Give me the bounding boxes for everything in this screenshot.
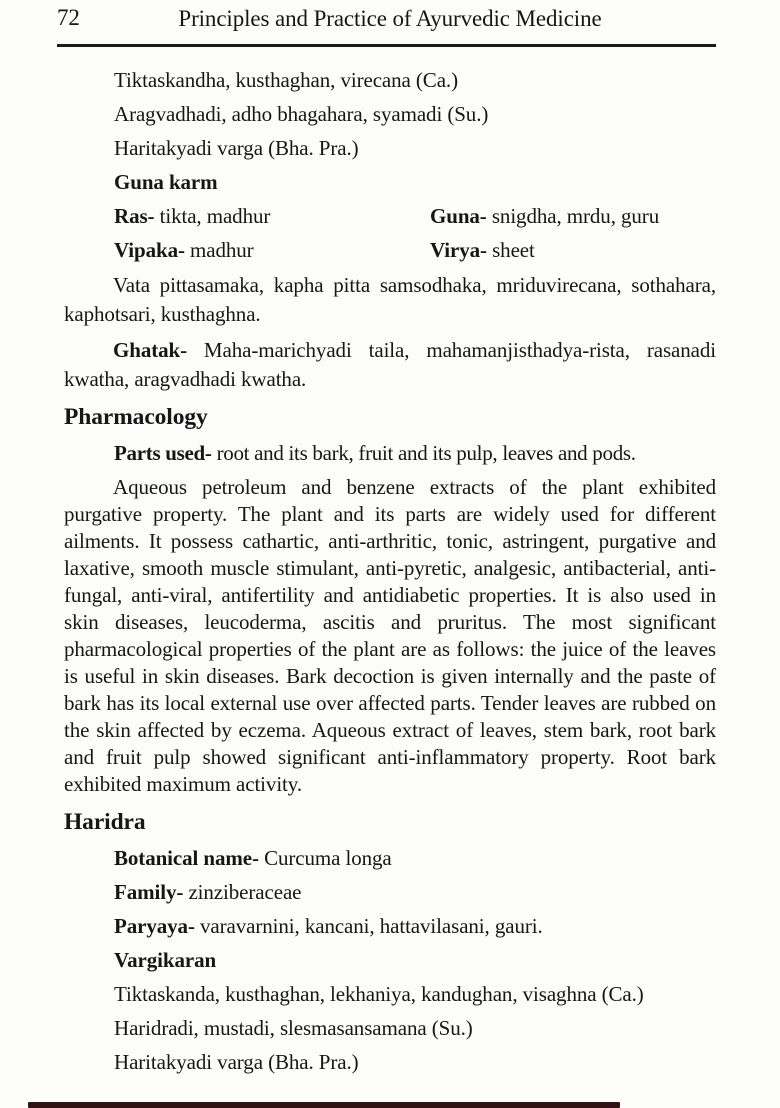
scan-edge-artifact (28, 1102, 620, 1108)
ras-property (64, 203, 430, 230)
properties-row-1 (64, 203, 716, 230)
paryaya-label: Paryaya- (114, 914, 195, 938)
guna-property (430, 203, 716, 230)
vargikaran-heading: Vargikaran (114, 948, 217, 972)
pharmacology-heading: Pharmacology (64, 404, 208, 430)
action-paragraph: Vata pittasamaka, kapha pitta samsodhaka, mriduvirecana, sothahara, kaphotsari, kusthaghna. (64, 273, 716, 326)
pharmacology-paragraph: Aqueous petroleum and benzene extracts of the plant exhibited purgative property. The plant and its parts are widely used for different ailments. It possess cathartic, anti-arthritic, tonic, astringent, purgative and laxative, smooth muscle stimulant, anti-pyretic, analgesic, antibacterial, anti-fungal, anti-viral, antifertility and antidiabetic properties. It is also used in skin diseases, leucoderma, ascitis and pruritus. The most significant pharmacological properties of the plant are as follows: the juice of the leaves is useful in skin diseases. Bark decoction is given internally and the paste of bark has its local external use over affected parts. Tender leaves are rubbed on the skin affected by eczema. Aqueous extract of leaves, stem bark, root bark and fruit pulp showed significant anti-inflammatory property. Root bark exhibited maximum activity. (64, 475, 716, 796)
parts-used-label: Parts used- (114, 441, 212, 465)
page-number: 72 (57, 5, 80, 30)
haridra-classification-line-su: Haridradi, mustadi, slesmasansamana (Su.) (114, 1016, 473, 1040)
ghatak-paragraph (64, 336, 716, 393)
properties-row-2 (64, 237, 716, 264)
ghatak-label: Ghatak- (113, 338, 187, 362)
classification-line-ca: Tiktaskandha, kusthaghan, virecana (Ca.) (114, 68, 458, 92)
page-content (0, 47, 780, 1076)
classification-line-bhapra: Haritakyadi varga (Bha. Pra.) (114, 136, 359, 160)
running-title: Principles and Practice of Ayurvedic Medicine (178, 6, 602, 31)
family-label: Family- (114, 880, 184, 904)
page-header (0, 0, 780, 36)
virya-value: sheet (492, 238, 535, 262)
haridra-heading: Haridra (64, 809, 146, 835)
guna-karm-heading: Guna karm (114, 170, 218, 194)
botanical-name-value: Curcuma longa (264, 846, 392, 870)
family-line (64, 879, 716, 906)
botanical-name-line (64, 845, 716, 872)
ras-value: tikta, madhur (159, 204, 271, 228)
vipaka-property (64, 237, 430, 264)
botanical-name-label: Botanical name- (114, 846, 259, 870)
vipaka-value: madhur (190, 238, 254, 262)
haridra-classification-line-ca: Tiktaskanda, kusthaghan, lekhaniya, kandughan, visaghna (Ca.) (114, 982, 644, 1006)
haridra-classification-line-bhapra: Haritakyadi varga (Bha. Pra.) (114, 1050, 359, 1074)
virya-property (430, 237, 716, 264)
guna-label: Guna- (430, 204, 487, 228)
paryaya-value: varavarnini, kancani, hattavilasani, gauri. (200, 914, 543, 938)
ras-label: Ras- (114, 204, 155, 228)
ghatak-text: Maha-marichyadi taila, mahamanjisthadya-rista, rasanadi kwatha, aragvadhadi kwatha. (64, 338, 716, 391)
parts-used-line (64, 440, 716, 467)
family-value: zinziberaceae (188, 880, 302, 904)
classification-line-su: Aragvadhadi, adho bhagahara, syamadi (Su.) (114, 102, 489, 126)
vipaka-label: Vipaka- (114, 238, 185, 262)
guna-value: snigdha, mrdu, guru (491, 204, 660, 228)
parts-used-value: root and its bark, fruit and its pulp, leaves and pods. (216, 441, 636, 465)
virya-label: Virya- (430, 238, 487, 262)
paryaya-line (64, 913, 716, 940)
